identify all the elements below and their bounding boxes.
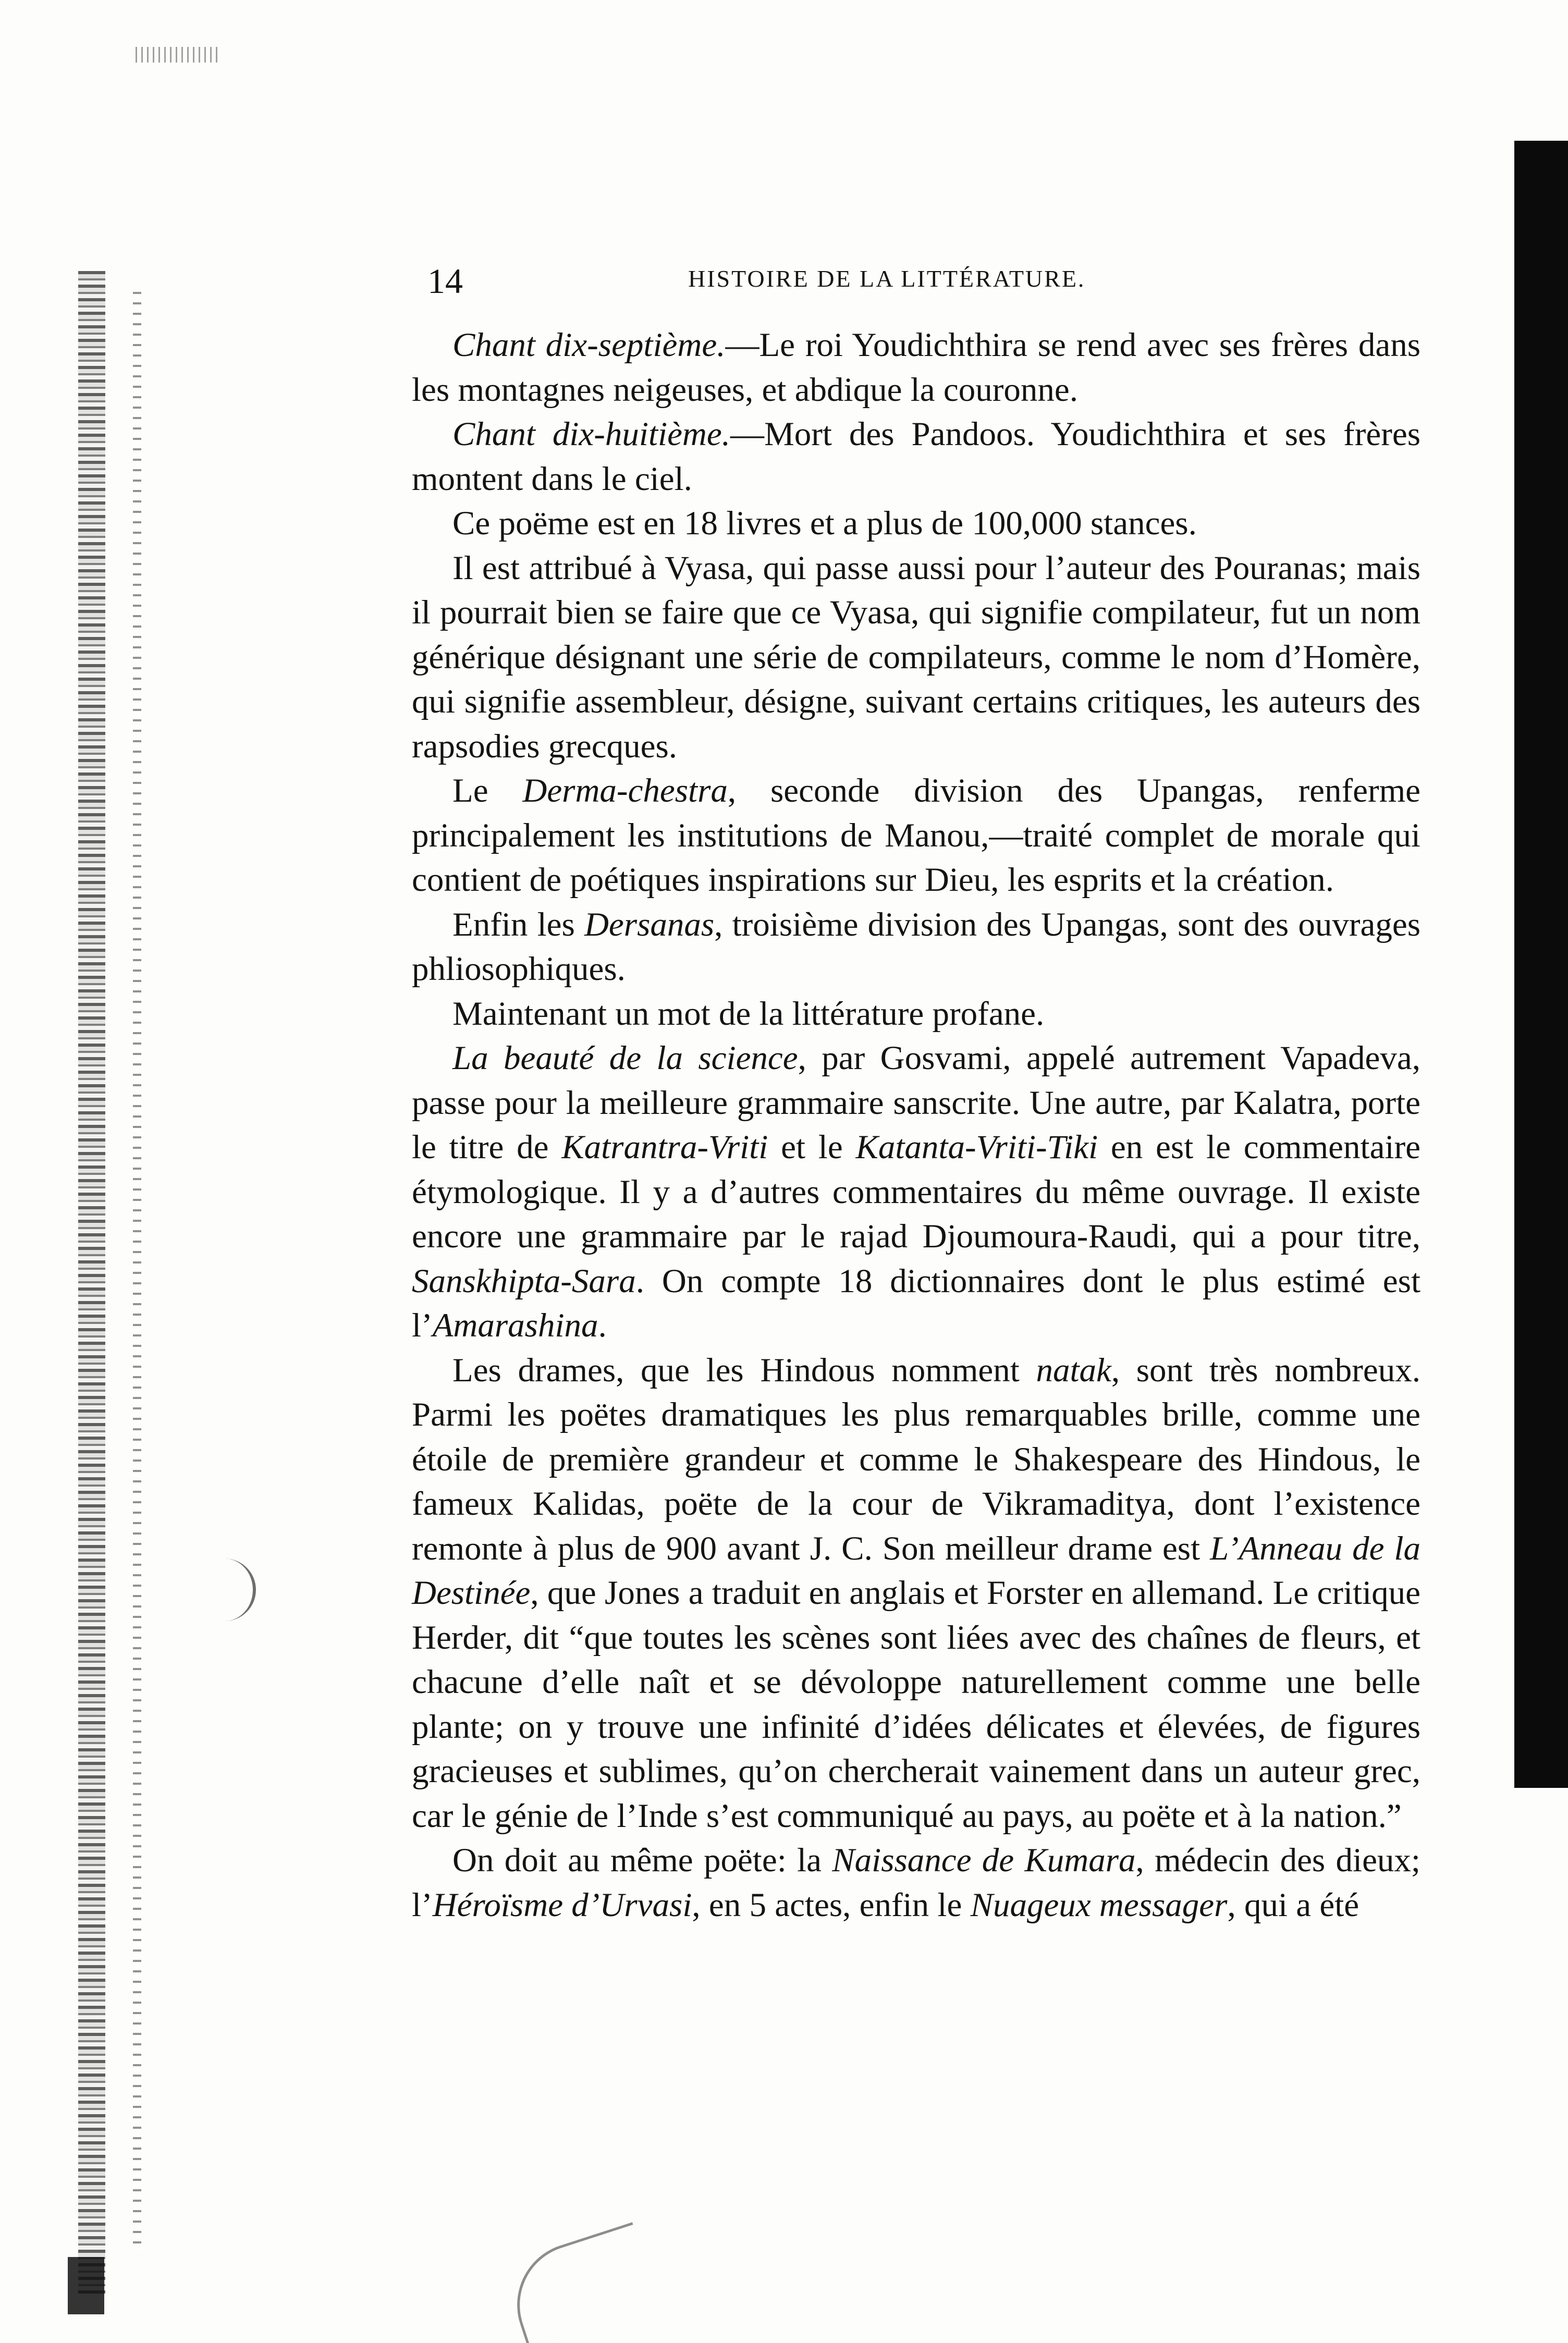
text-run: Ce poëme est en 18 livres et a plus de 100,000 stances. [452, 505, 1197, 542]
text-run: Les drames, que les Hindous nomment [452, 1351, 1036, 1389]
italic-text: Nuageux messager [970, 1886, 1228, 1924]
text-run: Il est attribué à Vyasa, qui passe aussi pour l’auteur des Pouranas; mais il pourrait bien se faire que ce Vyasa, qui signifie compilateur, fut un nom générique désignant une série de compilateurs, comme le nom d’Homère, qui signifie assembleur, désigne, suivant certains critiques, les auteurs des rapsodies grecques. [412, 549, 1420, 765]
paragraph [412, 546, 1420, 769]
text-run: , médecin des dieux; l’ [412, 1842, 1420, 1924]
text-run: , par Gosvami, appelé autrement Vapadeva, passe pour la meilleure grammaire sanscrite. Une autre, par Kalatra, porte le titre de [412, 1039, 1420, 1166]
italic-text: Katrantra-Vriti [561, 1128, 768, 1166]
text-run: —Le roi Youdichthira se rend avec ses frères dans les montagnes neigeuses, et abdique la couronne. [412, 326, 1421, 409]
text-run: , sont très nombreux. Parmi les poëtes dramatiques les plus remarquables brille, comme une étoile de première grandeur et comme le Shakespeare des Hindous, le fameux Kalidas, poëte de la cour de Vikramaditya, dont l’existence remonte à plus de 900 avant J. C. Son meilleur drame est [412, 1351, 1420, 1567]
scan-edge-left [78, 271, 105, 2293]
italic-text: Sanskhipta-Sara [412, 1262, 636, 1300]
bottom-scribble-mark [501, 2222, 659, 2343]
italic-text: Naissance de Kumara [832, 1842, 1136, 1879]
italic-text: Amarashina [432, 1307, 598, 1344]
scan-shadow-right [1514, 141, 1568, 1788]
italic-text: L’Anneau de la Destinée [412, 1529, 1420, 1612]
running-head [412, 250, 1420, 308]
text-run: , seconde division des Upangas, renferme principalement les institutions de Manou,—traité complet de morale qui contient de poétiques inspirations sur Dieu, les esprits et la création. [412, 772, 1420, 899]
italic-text: Chant dix-septième. [452, 326, 726, 364]
text-run: , en 5 actes, enfin le [692, 1886, 971, 1924]
text-run: Maintenant un mot de la littérature profane. [452, 995, 1045, 1033]
italic-text: Dersanas [584, 905, 715, 943]
italic-text: La beauté de la science [452, 1039, 798, 1077]
text-run: , que Jones a traduit en anglais et Forster en allemand. Le critique Herder, dit “que toutes les scènes sont liées avec des chaînes de fleurs, et chacune d’elle naît et se dévoloppe naturellement comme une belle plante; on y trouve une infinité d’idées délicates et élevées, de figures gracieuses et sublimes, qu’on chercherait vainement dans un auteur grec, car le génie de l’Inde s’est communiqué au pays, au poëte et à la nation.” [412, 1574, 1420, 1835]
text-run: On doit au même poëte: la [452, 1842, 832, 1879]
text-run: . On compte 18 dictionnaires dont le plus estimé est l’ [412, 1262, 1420, 1344]
paragraph [412, 992, 1420, 1037]
paragraph [412, 903, 1420, 992]
text-run: , qui a été [1227, 1886, 1359, 1924]
paragraph [412, 323, 1420, 412]
text-run: Le [452, 772, 523, 809]
italic-text: Héroïsme d’Urvasi [432, 1886, 692, 1924]
scan-noise-top [136, 47, 219, 63]
text-run: en est le commentaire étymologique. Il y a d’autres commentaires du même ouvrage. Il existe encore une grammaire par le rajad Djoumoura-Raudi, qui a pour titre, [412, 1128, 1420, 1255]
paragraph [412, 1348, 1420, 1839]
paragraph [412, 1036, 1420, 1348]
paragraph [412, 769, 1420, 903]
running-head-title: HISTOIRE DE LA LITTÉRATURE. [688, 265, 1086, 292]
scan-edge-strip [133, 292, 141, 2252]
paragraph [412, 412, 1420, 501]
paragraph [412, 501, 1420, 546]
page-number: 14 [427, 261, 463, 301]
text-run: . [598, 1307, 607, 1344]
text-run: —Mort des Pandoos. Youdichthira et ses frères montent dans le ciel. [412, 415, 1420, 498]
text-block [412, 250, 1420, 1928]
text-run: , troisième division des Upangas, sont des ouvrages phliosophiques. [412, 905, 1420, 988]
italic-text: Katanta-Vriti-Tiki [855, 1128, 1098, 1166]
italic-text: Chant dix-huitième. [452, 415, 730, 453]
margin-pencil-mark [206, 1559, 256, 1621]
text-run: et le [768, 1128, 856, 1166]
italic-text: Derma-chestra [522, 772, 728, 809]
scan-edge-bottom [68, 2257, 104, 2314]
text-run: Enfin les [452, 905, 584, 943]
italic-text: natak [1036, 1351, 1111, 1389]
body-text [412, 323, 1420, 1928]
paragraph [412, 1838, 1420, 1928]
